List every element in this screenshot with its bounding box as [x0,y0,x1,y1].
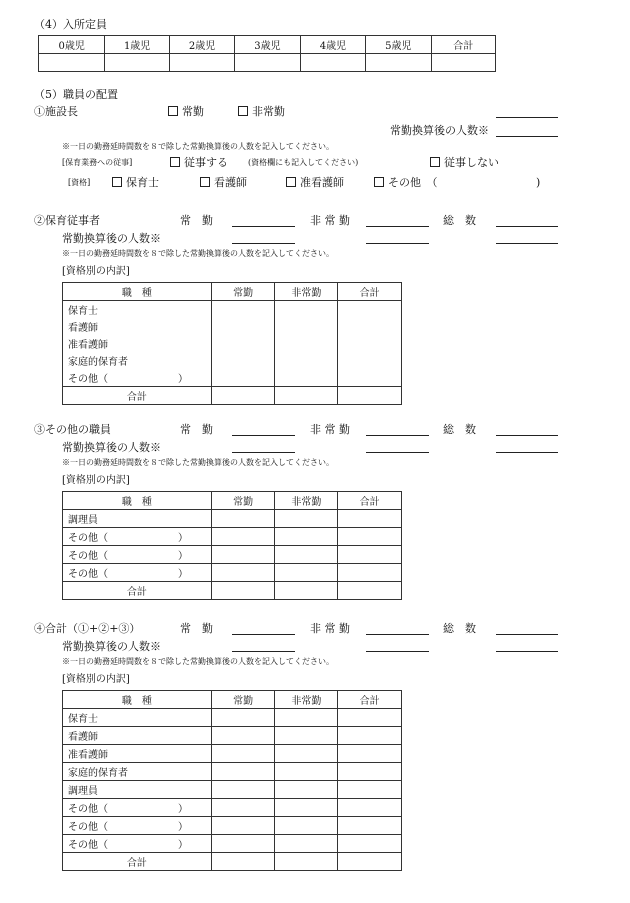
table-total-row [63,853,402,871]
enrollment-col-3: 3歳児 [235,36,300,54]
cell-fulltime[interactable] [211,817,275,835]
col-header-sum: 合計 [338,283,402,301]
qual-option-nurse[interactable] [200,176,247,189]
cell-fulltime[interactable] [211,781,275,799]
director-fulltime-label: 常勤 [182,105,204,118]
row-label: その他（ ） [63,528,212,546]
cell-parttime[interactable] [275,352,338,369]
table-row [63,369,402,387]
row-total-label: 合計 [63,853,212,871]
childcare-fte-label: 常勤換算後の人数※ [62,232,161,245]
cell-fulltime[interactable] [211,318,275,335]
cell-sum[interactable] [338,817,402,835]
cell-sum[interactable] [338,510,402,528]
row-label: 家庭的保育者 [63,352,212,369]
qual-option-hoikushi[interactable] [112,176,159,189]
other-breakdown-table [62,491,402,600]
childcare-fte-fulltime-field[interactable] [232,243,295,244]
row-label: 看護師 [63,318,212,335]
enrollment-col-2: 2歳児 [169,36,234,54]
qual-option-other[interactable] [374,176,438,189]
cell-fulltime[interactable] [211,510,275,528]
qual-option-label: 看護師 [214,176,247,189]
cell-sum[interactable] [338,318,402,335]
enrollment-col-1: 1歳児 [105,36,169,54]
qual-option-label: 准看護師 [300,176,344,189]
director-label: ①施設長 [34,105,78,118]
director-engage-yes-label: 従事する [184,156,228,169]
checkbox-icon[interactable] [430,157,440,167]
col-header-fulltime: 常勤 [211,283,275,301]
cell-fulltime[interactable] [211,745,275,763]
cell-sum[interactable] [338,727,402,745]
enrollment-col-5: 5歳児 [366,36,431,54]
cell-fulltime[interactable] [211,528,275,546]
row-label: 調理員 [63,781,212,799]
col-header-type: 職 種 [63,492,212,510]
director-qual-label: [資格] [68,178,91,187]
cell-sum[interactable] [338,352,402,369]
qual-option-label: 保育士 [126,176,159,189]
cell-parttime[interactable] [275,799,338,817]
row-label: 准看護師 [63,335,212,352]
other-total-field[interactable] [496,435,558,436]
cell-parttime[interactable] [275,853,338,871]
row-label: 保育士 [63,301,212,319]
cell-parttime[interactable] [275,817,338,835]
cell-sum[interactable] [338,335,402,352]
cell-fulltime[interactable] [211,301,275,319]
cell-parttime[interactable] [275,763,338,781]
other-fte-fulltime-field[interactable] [232,452,295,453]
childcare-fte-total-field[interactable] [496,243,558,244]
total-breakdown-label: [資格別の内訳] [62,674,130,685]
director-engage-no-option[interactable] [430,156,499,169]
other-parttime-label: 非 常 勤 [310,423,350,436]
other-fte-total-field[interactable] [496,452,558,453]
checkbox-icon[interactable] [112,177,122,187]
childcare-fulltime-label: 常 勤 [180,214,213,227]
cell-fulltime[interactable] [211,369,275,387]
cell-parttime[interactable] [275,745,338,763]
col-header-parttime: 非常勤 [275,283,338,301]
checkbox-icon[interactable] [238,106,248,116]
total-total-field[interactable] [496,634,558,635]
enrollment-input-4[interactable] [300,54,365,72]
other-note: ※一日の勤務延時間数を８で除した常勤換算後の人数を記入してください。 [62,458,334,467]
cell-parttime[interactable] [275,564,338,582]
table-row [63,318,402,335]
cell-fulltime[interactable] [211,564,275,582]
cell-fulltime[interactable] [211,763,275,781]
table-header-row [63,492,402,510]
other-fulltime-field[interactable] [232,435,295,436]
cell-sum[interactable] [338,528,402,546]
cell-fulltime[interactable] [211,335,275,352]
table-row [63,781,402,799]
enrollment-table [38,35,496,72]
row-label: その他（ ） [63,546,212,564]
table-row [63,727,402,745]
row-label: その他（ ） [63,835,212,853]
cell-fulltime[interactable] [211,835,275,853]
cell-sum[interactable] [338,853,402,871]
childcare-label: ②保育従事者 [34,214,100,227]
enrollment-col-total: 合計 [431,36,495,54]
director-parttime-label: 非常勤 [252,105,285,118]
cell-sum[interactable] [338,582,402,600]
cell-fulltime[interactable] [211,387,275,405]
director-engage-yes-note: (資格欄にも記入してください) [248,158,359,167]
cell-sum[interactable] [338,763,402,781]
cell-sum[interactable] [338,709,402,727]
total-fte-parttime-field[interactable] [366,651,429,652]
table-row [63,301,402,319]
cell-fulltime[interactable] [211,709,275,727]
table-row [63,528,402,546]
cell-parttime[interactable] [275,318,338,335]
checkbox-icon[interactable] [170,157,180,167]
col-header-fulltime: 常勤 [211,492,275,510]
cell-parttime[interactable] [275,582,338,600]
cell-parttime[interactable] [275,709,338,727]
table-row [63,835,402,853]
col-header-sum: 合計 [338,691,402,709]
cell-parttime[interactable] [275,781,338,799]
qual-option-assoc-nurse[interactable] [286,176,344,189]
enrollment-input-row [39,54,496,72]
row-label: 調理員 [63,510,212,528]
table-total-row [63,582,402,600]
row-total-label: 合計 [63,387,212,405]
cell-parttime[interactable] [275,387,338,405]
row-total-label: 合計 [63,582,212,600]
total-note: ※一日の勤務延時間数を８で除した常勤換算後の人数を記入してください。 [62,657,334,666]
total-fulltime-field[interactable] [232,634,295,635]
checkbox-icon[interactable] [168,106,178,116]
cell-sum[interactable] [338,781,402,799]
qual-option-label: その他 （ [388,176,438,189]
enrollment-col-4: 4歳児 [300,36,365,54]
childcare-breakdown-table [62,282,402,405]
col-header-parttime: 非常勤 [275,492,338,510]
cell-sum[interactable] [338,799,402,817]
director-fte-label: 常勤換算後の人数※ [390,124,489,137]
cell-parttime[interactable] [275,727,338,745]
table-row [63,335,402,352]
other-parttime-field[interactable] [366,435,429,436]
childcare-fte-parttime-field[interactable] [366,243,429,244]
director-engage-label: [保育業務への従事] [62,158,133,167]
cell-sum[interactable] [338,835,402,853]
director-fulltime-option[interactable] [168,105,204,118]
row-label: その他（ ） [63,817,212,835]
row-label: その他（ ） [63,369,212,387]
grand-total-label: ④合計（①+②+③） [34,622,141,635]
table-header-row [63,283,402,301]
cell-fulltime[interactable] [211,546,275,564]
total-fte-total-field[interactable] [496,651,558,652]
childcare-parttime-label: 非 常 勤 [310,214,350,227]
table-row [63,817,402,835]
cell-sum[interactable] [338,369,402,387]
cell-parttime[interactable] [275,835,338,853]
row-label: その他（ ） [63,564,212,582]
cell-parttime[interactable] [275,301,338,319]
col-header-fulltime: 常勤 [211,691,275,709]
enrollment-col-0: 0歳児 [39,36,105,54]
cell-fulltime[interactable] [211,582,275,600]
childcare-breakdown-label: [資格別の内訳] [62,266,130,277]
table-row [63,709,402,727]
section4-title: （4）入所定員 [34,18,107,31]
director-fte-field[interactable] [496,136,558,137]
enrollment-input-2[interactable] [169,54,234,72]
other-fte-label: 常勤換算後の人数※ [62,441,161,454]
cell-parttime[interactable] [275,528,338,546]
other-breakdown-label: [資格別の内訳] [62,475,130,486]
director-engage-no-label: 従事しない [444,156,499,169]
total-total-label: 総 数 [443,622,476,635]
table-row [63,352,402,369]
total-fte-fulltime-field[interactable] [232,651,295,652]
director-engage-yes-option[interactable] [170,156,228,169]
table-row [63,510,402,528]
row-label: 看護師 [63,727,212,745]
cell-fulltime[interactable] [211,799,275,817]
cell-sum[interactable] [338,301,402,319]
checkbox-icon[interactable] [200,177,210,187]
cell-sum[interactable] [338,546,402,564]
cell-fulltime[interactable] [211,853,275,871]
enrollment-input-total[interactable] [431,54,495,72]
col-header-type: 職 種 [63,691,212,709]
enrollment-input-5[interactable] [366,54,431,72]
row-label: 家庭的保育者 [63,763,212,781]
enrollment-input-1[interactable] [105,54,169,72]
cell-sum[interactable] [338,745,402,763]
childcare-note: ※一日の勤務延時間数を８で除した常勤換算後の人数を記入してください。 [62,249,334,258]
table-row [63,745,402,763]
enrollment-input-0[interactable] [39,54,105,72]
childcare-parttime-field[interactable] [366,226,429,227]
cell-parttime[interactable] [275,369,338,387]
cell-parttime[interactable] [275,510,338,528]
checkbox-icon[interactable] [286,177,296,187]
row-label: その他（ ） [63,799,212,817]
table-row [63,799,402,817]
col-header-type: 職 種 [63,283,212,301]
director-note: ※一日の勤務延時間数を８で除した常勤換算後の人数を記入してください。 [62,142,334,151]
row-label: 保育士 [63,709,212,727]
qual-other-close: ) [536,176,541,189]
section5-title: （5）職員の配置 [34,88,118,101]
total-breakdown-table [62,690,402,871]
other-fte-parttime-field[interactable] [366,452,429,453]
row-label: 准看護師 [63,745,212,763]
other-staff-label: ③その他の職員 [34,423,111,436]
childcare-fulltime-field[interactable] [232,226,295,227]
total-fte-label: 常勤換算後の人数※ [62,640,161,653]
director-count-field[interactable] [496,117,558,118]
total-parttime-field[interactable] [366,634,429,635]
table-total-row [63,387,402,405]
total-parttime-label: 非 常 勤 [310,622,350,635]
cell-sum[interactable] [338,564,402,582]
table-row [63,546,402,564]
other-fulltime-label: 常 勤 [180,423,213,436]
table-row [63,763,402,781]
cell-parttime[interactable] [275,546,338,564]
director-parttime-option[interactable] [238,105,285,118]
cell-sum[interactable] [338,387,402,405]
checkbox-icon[interactable] [374,177,384,187]
other-total-label: 総 数 [443,423,476,436]
cell-fulltime[interactable] [211,352,275,369]
enrollment-header-row [39,36,496,54]
table-header-row [63,691,402,709]
cell-parttime[interactable] [275,335,338,352]
total-fulltime-label: 常 勤 [180,622,213,635]
col-header-sum: 合計 [338,492,402,510]
childcare-total-label: 総 数 [443,214,476,227]
cell-fulltime[interactable] [211,727,275,745]
table-row [63,564,402,582]
childcare-total-field[interactable] [496,226,558,227]
enrollment-input-3[interactable] [235,54,300,72]
col-header-parttime: 非常勤 [275,691,338,709]
